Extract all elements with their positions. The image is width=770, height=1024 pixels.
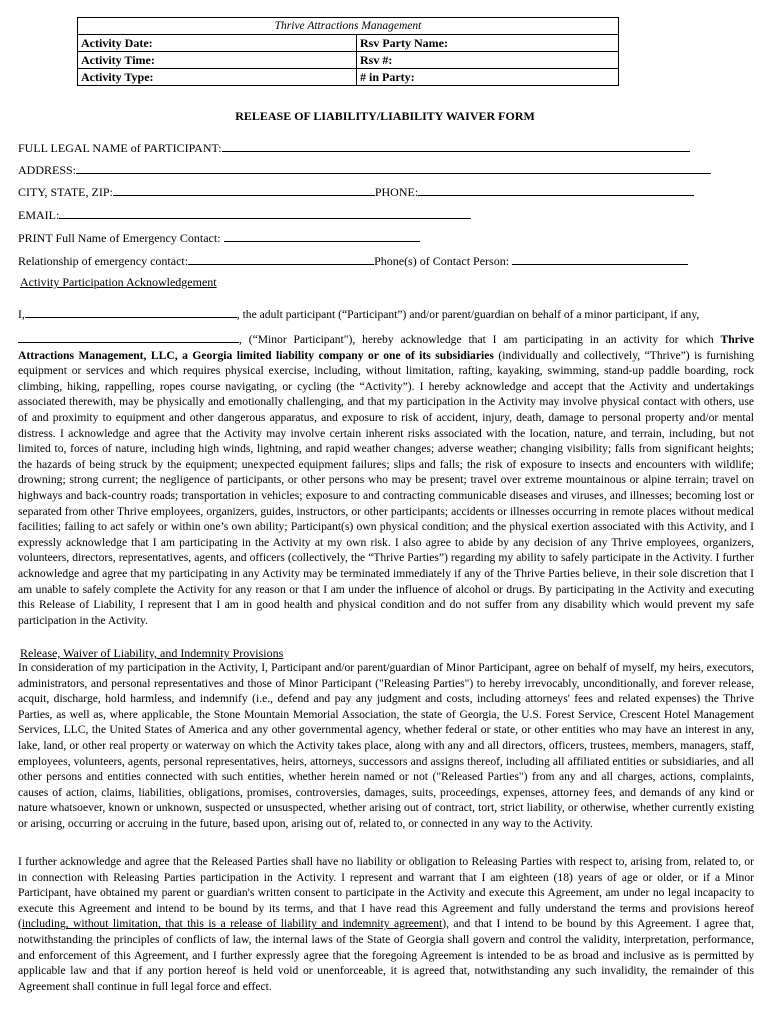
rsv-number-label: Rsv #: [360,53,393,67]
party-count-label: # in Party: [360,70,415,84]
address-field [18,162,711,177]
emergency-contact-input-line[interactable] [224,230,420,242]
activity-time-label: Activity Time: [78,52,357,68]
release-paragraph-2 [18,854,754,994]
relationship-input-line[interactable] [188,253,374,265]
phone-input-line[interactable] [418,184,694,196]
header-row [78,52,618,69]
relationship-field [18,253,688,268]
rsv-party-name-label: Rsv Party Name: [360,36,448,50]
activity-ack-heading: Activity Participation Acknowledgement [20,275,217,289]
ack-line2-text: , (“Minor Participant"), hereby acknowledge that I am participating in an activity for which [239,333,714,346]
release-p2-text-a: I further acknowledge and agree that the Released Parties shall have no liability or obligation to Releasing Parties with respect to, arising from, related to, or in connection with Releasing Parties participation in the Activity. I represent and warrant that I am eighteen (18) years of age or older, or if a Minor Participant, have obtained my parent or guardian's written consent to participate in the Activity and execute this Agreement, am under no legal incapacity to execute this Agreement and intend to be bound by its terms, and that I have read this Agreement and fully understand the terms and provisions hereof ( [18,855,754,931]
address-input-line[interactable] [76,162,711,174]
minor-participant-input-line[interactable] [18,332,239,343]
full-name-label: FULL LEGAL NAME of PARTICIPANT: [18,141,222,155]
ack-prefix: I, [18,308,25,321]
full-name-field [18,140,690,155]
email-input-line[interactable] [59,207,471,219]
ack-body: (individually and collectively, “Thrive”) is furnishing equipment or services and which requires physical exercise, including, without limitation, rafting, kayaking, swimming, stand-up paddle boarding, rock climbing, hiking, rappelling, ropes course navigating, or cycling (the “Activity”). I hereby acknowledge and accept that the Activity and undertakings associated therewith, may be physically and emotionally challenging, and that my participation in the Activity may involve physical contact with others, use of and proximity to equipment and other dangerous apparatus, and exposure to risk of accident, injury, death, damage to personal property and/or mental distress. I acknowledge and agree that the Activity may involve certain inherent risks associated with the location, nature, and terrain, including, but not limited to, forces of nature, including high winds, lightning, and rapid weather changes; adverse weather; changing visibility; falls from significant heights; the hazards of being struck by the equipment; unexpected equipment failures; slips and falls; the risk of exposure to insects and encounters with wildlife; drowning; strong current; the negligence of participants, or other persons who may be present; travel over extreme mountainous or alpine terrain; travel on highways and back-country roads; transportation in vehicles; exposure to and contracting communicable diseases and viruses, and illnesses; becoming lost or separated from other Thrive employees, organizers, guides, instructors, or other participants; accidents or illnesses occurring in remote places without medical facilities; failing to act safely or within one’s own ability; Participant(s) own physical condition; and the physical exertion associated with this Activity, and I expressly acknowledge that I am participating in the Activity at my own risk. I also agree to abide by any decision of any Thrive employees, organizers, volunteers, directors, representatives, agents, and officers (collectively, the “Thrive Parties”) regarding my ability to safely participate in the Activity. I further acknowledge and agree that my participating in any Activity may be terminated immediately if any of the Thrive Parties believe, in their sole discretion that I am unable to safely complete the Activity for any reason or that I am under the influence of alcohol or drugs. By participating in the Activity and executing this Release of Liability, I represent that I am in good health and physical condition and do not suffer from any disability which would prevent my safe participation in the Activity. [18,348,754,627]
release-p2-text-b: ), and that I intend to be bound by this Agreement. I agree that, notwithstanding the principles of conflicts of law, the internal laws of the State of Georgia shall govern and control the validity, interpretation, performance, and enforcement of this Agreement, and I further expressly agree that the foregoing Agreement is intended to be as broad and inclusive as is permitted by applicable law and that if any portion hereof is held void or unenforceable, it is agreed that, notwithstanding any such invalidity, the remainder of this Agreement shall continue in full legal force and effect. [18,917,754,993]
participant-name-input-line[interactable] [25,306,237,318]
city-state-zip-label: CITY, STATE, ZIP: [18,185,113,199]
city-state-zip-input-line[interactable] [113,184,375,196]
emergency-contact-label: PRINT Full Name of Emergency Contact: [18,231,221,245]
participant-name-line [18,306,699,322]
release-waiver-heading: Release, Waiver of Liability, and Indemnity Provisions [20,646,284,660]
ack-line1-text: , the adult participant (“Participant”) and/or parent/guardian on behalf of a minor participant, if any, [236,308,700,321]
ack-paragraph [18,332,754,628]
city-state-zip-field [18,184,694,199]
contact-phone-label: Phone(s) of Contact Person: [374,254,510,268]
reservation-header-table [77,17,619,86]
header-row [78,35,618,52]
emergency-contact-field [18,230,420,245]
form-title: RELEASE OF LIABILITY/LIABILITY WAIVER FORM [235,109,535,123]
company-legal-name: Thrive Attractions Management, LLC, a Georgia limited liability company or one of its subsidiaries [18,333,754,362]
header-row [78,69,618,85]
email-field [18,207,471,222]
relationship-label: Relationship of emergency contact: [18,254,189,268]
address-label: ADDRESS: [18,163,77,177]
contact-phone-input-line[interactable] [512,253,688,265]
email-label: EMAIL: [18,208,60,222]
release-p2-underlined: including, without limitation, that this is a release of liability and indemnity agreement [21,917,443,931]
phone-label: PHONE: [374,185,419,199]
activity-type-label: Activity Type: [78,69,357,85]
full-name-input-line[interactable] [222,140,690,152]
activity-date-label: Activity Date: [78,35,357,51]
release-paragraph-1: In consideration of my participation in the Activity, I, Participant and/or parent/guardian of Minor Participant, agree on behalf of myself, my heirs, executors, administrators, and personal representatives and those of Minor Participant ("Releasing Parties") to hereby irrevocably, unconditionally, and forever release, acquit, discharge, hold harmless, and indemnify (i.e., defend and pay any judgment and costs, including attorneys' fees and related expenses) the Thrive Parties, as well as, where applicable, the Stone Mountain Memorial Association, the state of Georgia, the U.S. Forest Service, Crescent Hotel Management Services, LLC, the United States of America and any other governmental agency, whether federal or state, or other entities who may have an interest in any, lake, land, or other real property or waterway on which the Activity takes place, along with any and all directors, officers, trustees, members, managers, staff, employees, volunteers, agents, personal representatives, heirs, attorneys, successors and assigns thereof, including all affiliated entities or subsidiaries, and all other persons and entities connected with such entities, whether herein named or not ("Released Parties") from any and all charges, actions, complaints, causes of action, claims, liabilities, obligations, promises, controversies, damages, suits, proceedings, expenses, attorney fees, and demands of any kind or nature whatsoever, known or unknown, suspected or unsuspected, whether arising out of contract, tort, strict liability, or otherwise, whether currently existing or arising, occurring or accruing in the future, based upon, arising out of, related to, or connected in any way to the Activity. [18,661,754,830]
company-name: Thrive Attractions Management [78,18,618,35]
